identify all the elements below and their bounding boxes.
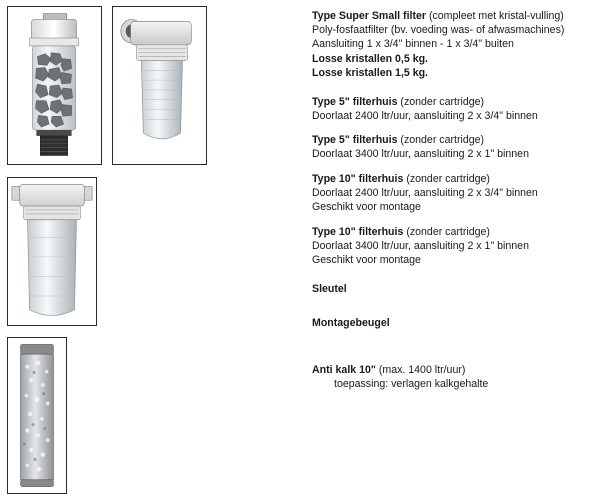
- photo-5-inch-filter-housing: [112, 6, 207, 165]
- product-10-inch-filterhuis-3400: [312, 225, 602, 268]
- product-10-inch-filterhuis-2400: [312, 172, 602, 215]
- product-title-line: Type 10" filterhuis (zonder cartridge): [312, 173, 490, 185]
- product-title-line: Sleutel: [312, 283, 347, 295]
- product-detail-line: Geschikt voor montage: [312, 201, 421, 214]
- product-detail-line: Doorlaat 3400 ltr/uur, aansluiting 2 x 1" binnen: [312, 148, 529, 161]
- product-detail-line: toepassing: verlagen kalkgehalte: [334, 378, 489, 391]
- product-title-line: Type 5" filterhuis (zonder cartridge): [312, 96, 485, 108]
- product-title-line: Montagebeugel: [312, 317, 390, 329]
- filter-housing-10-inch-image: [8, 178, 96, 325]
- product-detail-line: Poly-fosfaatfilter (bv. voeding was- of afwasmachines): [312, 24, 565, 37]
- product-title-line: Type 10" filterhuis (zonder cartridge): [312, 226, 490, 238]
- anti-kalk-cartridge-image: [8, 338, 66, 493]
- photo-super-small-filter: [7, 6, 102, 165]
- product-detail-line: Doorlaat 3400 ltr/uur, aansluiting 2 x 1" binnen: [312, 240, 529, 253]
- product-title-line: Type Super Small filter (compleet met kristal-vulling): [312, 10, 564, 22]
- product-title-line: Anti kalk 10" (max. 1400 ltr/uur): [312, 364, 466, 376]
- product-montagebeugel: [312, 316, 602, 330]
- product-title-line: Losse kristallen 1,5 kg.: [312, 66, 428, 79]
- product-anti-kalk-10-inch: [312, 363, 602, 391]
- photo-10-inch-filter-housing: [7, 177, 97, 326]
- product-title-line: Type 5" filterhuis (zonder cartridge): [312, 134, 485, 146]
- photo-anti-kalk-cartridge: [7, 337, 67, 494]
- product-title-line: Losse kristallen 0,5 kg.: [312, 52, 428, 65]
- product-super-small-filter: [312, 9, 602, 80]
- product-detail-line: Aansluiting 1 x 3/4" binnen - 1 x 3/4" buiten: [312, 38, 514, 51]
- product-detail-line: Doorlaat 2400 ltr/uur, aansluiting 2 x 3/4" binnen: [312, 110, 538, 123]
- product-sleutel: [312, 282, 602, 296]
- filter-housing-5-inch-image: [113, 7, 206, 164]
- product-detail-line: Geschikt voor montage: [312, 254, 421, 267]
- product-5-inch-filterhuis-2400: [312, 95, 602, 123]
- product-detail-line: Doorlaat 2400 ltr/uur, aansluiting 2 x 3/4" binnen: [312, 187, 538, 200]
- super-small-filter-image: [8, 7, 101, 164]
- product-5-inch-filterhuis-3400: [312, 133, 602, 161]
